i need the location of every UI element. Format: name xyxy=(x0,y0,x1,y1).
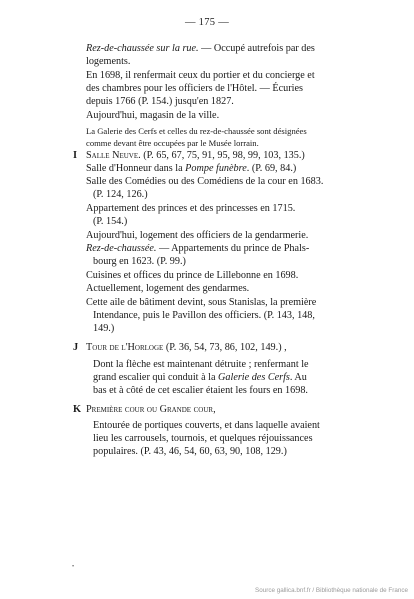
section-k-line-1: Entourée de portiques couverts, et dans laquelle avaient xyxy=(93,420,320,431)
source-credit[interactable]: Source gallica.bnf.fr / Bibliothèque nationale de France xyxy=(255,587,408,594)
section-k-letter: K xyxy=(73,404,82,415)
intro-line-1-rest: — Occupé autrefois par des xyxy=(198,43,315,54)
page-mark: • xyxy=(72,564,75,570)
intro-line-5: depuis 1766 (P. 154.) jusqu'en 1827. xyxy=(86,96,234,107)
section-j-title: Tour de l'Horloge xyxy=(86,342,164,353)
intro-line-2: logements. xyxy=(86,56,131,67)
section-k-heading xyxy=(86,404,216,416)
intro-line-4: des chambres pour les officiers de l'Hôtel. — Écuries xyxy=(86,83,303,94)
intro-note-1: La Galerie des Cerfs et celles du rez-de-chaussée sont désignées xyxy=(86,126,307,136)
section-i-title: Salle Neuve. xyxy=(86,150,141,161)
section-i-line-4: Appartement des princes et des princesses en 1715. xyxy=(86,203,296,214)
section-i-line-5: (P. 154.) xyxy=(93,216,128,227)
section-j-line-2a: grand escalier qui conduit à la xyxy=(93,372,219,383)
section-i-letter: I xyxy=(73,150,78,161)
section-j-line-1: Dont la flèche est maintenant détruite ; renfermant le xyxy=(93,359,309,370)
section-i-line-11: Cette aile de bâtiment devint, sous Stanislas, la première xyxy=(86,297,317,308)
intro-line-3: En 1698, il renfermait ceux du portier et du concierge et xyxy=(86,70,315,81)
section-j-refs: (P. 36, 54, 73, 86, 102, 149.) , xyxy=(163,342,287,353)
section-j-line-2 xyxy=(93,372,307,384)
section-j-letter: J xyxy=(73,342,79,353)
section-i-line-2: Salle des Comédies ou des Comédiens de la cour en 1683. xyxy=(86,176,324,187)
section-j-line-2b: Galerie des Cerfs xyxy=(218,372,290,383)
intro-note-2: comme devant être occupées par le Musée lorrain. xyxy=(86,138,259,148)
section-i-line-13: 149.) xyxy=(93,323,115,334)
section-k-line-3: populaires. (P. 43, 46, 54, 60, 63, 90, 108, 129.) xyxy=(93,446,287,457)
intro-line-6: Aujourd'hui, magasin de la ville. xyxy=(86,110,220,121)
section-j-heading xyxy=(86,342,287,354)
section-i-heading xyxy=(86,150,305,162)
intro-line-1 xyxy=(86,43,315,55)
section-k-line-2: lieu les carrousels, tournois, et quelques réjouissances xyxy=(93,433,313,444)
section-i-line-7a: Rez-de-chaussée. xyxy=(86,243,157,254)
section-i-line-7 xyxy=(86,243,309,255)
section-i-line-1 xyxy=(86,163,296,175)
section-i-line-8: bourg en 1623. (P. 99.) xyxy=(93,256,186,267)
section-i-line-6: Aujourd'hui, logement des officiers de la gendarmerie. xyxy=(86,230,309,241)
section-i-line-3: (P. 124, 126.) xyxy=(93,189,148,200)
section-j-line-2c: . Au xyxy=(289,372,307,383)
section-j-line-3: bas et à côté de cet escalier étaient les fours en 1698. xyxy=(93,385,308,396)
section-i-line-9: Cuisines et offices du prince de Lillebonne en 1698. xyxy=(86,270,299,281)
intro-italic: Rez-de-chaussée sur la rue. xyxy=(86,43,199,54)
section-i-line-1b: Pompe funèbre xyxy=(185,163,247,174)
page-number: — 175 — xyxy=(184,17,230,28)
section-i-refs: (P. 65, 67, 75, 91, 95, 98, 99, 103, 135.) xyxy=(140,150,305,161)
section-i-line-10: Actuellement, logement des gendarmes. xyxy=(86,283,250,294)
section-i-line-1a: Salle d'Honneur dans la xyxy=(86,163,186,174)
section-k-title: Première cour ou Grande cour xyxy=(86,404,214,415)
section-i-line-1c: . (P. 69, 84.) xyxy=(246,163,297,174)
section-i-line-12: Intendance, puis le Pavillon des officiers. (P. 143, 148, xyxy=(93,310,315,321)
section-k-refs: , xyxy=(213,404,216,415)
section-i-line-7b: — Appartements du prince de Phals- xyxy=(156,243,310,254)
